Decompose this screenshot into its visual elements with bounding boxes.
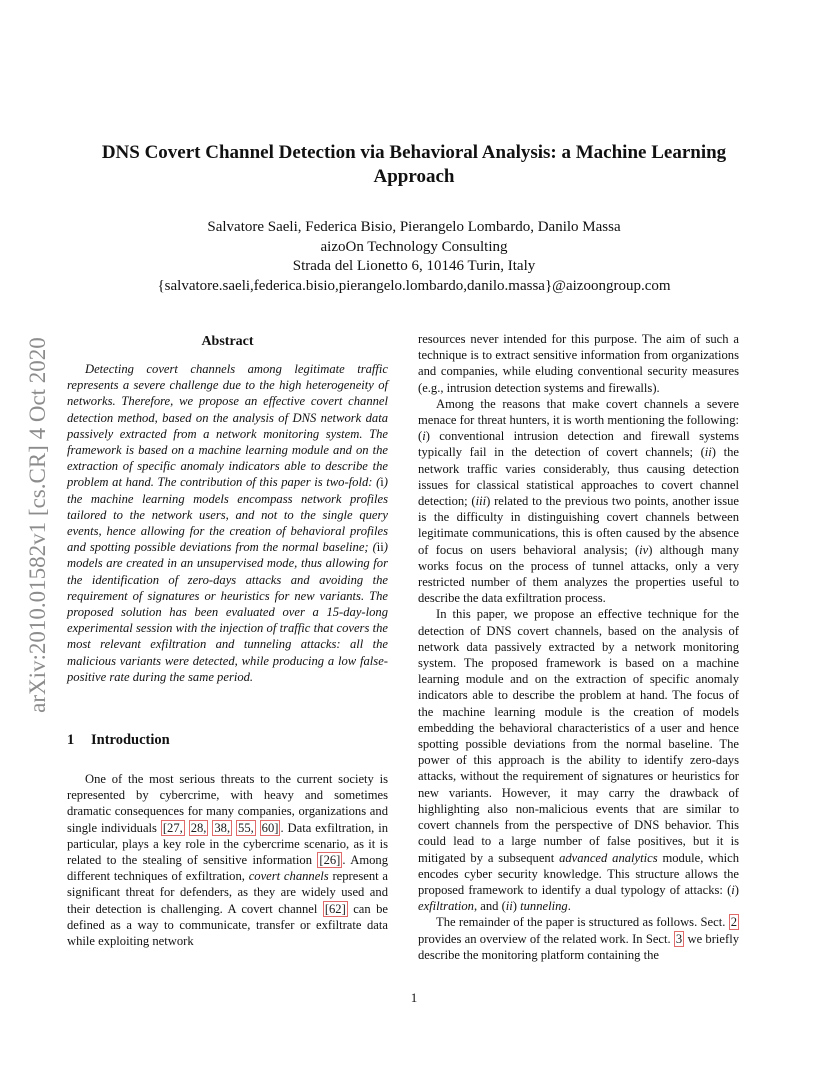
right-column (418, 331, 739, 963)
paper-title-line2: Approach (373, 166, 455, 187)
section-link[interactable]: 3 (675, 931, 683, 946)
arxiv-identifier-stamp (18, 295, 58, 755)
body-paragraph: In this paper, we propose an effective technique for the detection of DNS covert channels, based on the analysis of network data passively extracted by a network monitoring system. The proposed framework is based on a machine learning module and on the extraction of specific anomaly indicators able to describe the problem at hand. The focus of the machine learning module is the creation of models embedding the behavioral characteristics of a user and hence spotting possible deviations from the normal baseline. The power of this approach is the ability to identify zero-days attacks, without the requirement of signatures or heuristics for new variants. However, it may carry the drawback of highlighting also non-malicious events that are similar to covert channels from the perspective of DNS behavior. This could lead to a large number of false positives, but it is mitigated by a subsequent advanced analytics module, which encodes cyber security knowledge. This structure allows the proposed framework to identify a dual typology of attacks: (i) exfiltration, and (ii) tunneling. (418, 607, 739, 914)
body-paragraph: The remainder of the paper is structured as follows. Sect. 2 provides an overview of the related work. In Sect. 3 we briefly describe the monitoring platform containing the (418, 915, 739, 962)
page-number: 1 (410, 990, 418, 1005)
author-names: Salvatore Saeli, Federica Bisio, Pierangelo Lombardo, Danilo Massa (207, 219, 621, 235)
body-paragraph: Among the reasons that make covert channels a severe menace for threat hunters, it is worth mentioning the following: (i) conventional intrusion detection and firewall systems typically fail in the detection of covert channels; (ii) the network traffic varies considerably, thus causing detection issues for classical statistical approaches to covert channel detection; (iii) related to the previous two points, another issue is the difficulty in distinguishing covert channels between legitimate communications, this is often caused by the absence of focus on users behavioral analysis; (iv) although many works focus on the process of tunnel attacks, only a very restricted number of them analyzes the properties useful to describe the data exfiltration process. (418, 396, 739, 606)
citation-link[interactable]: [26] (319, 853, 341, 868)
arxiv-identifier-text: arXiv:2010.01582v1 [cs.CR] 4 Oct 2020 (25, 337, 50, 713)
citation-link[interactable]: 55, (238, 820, 254, 835)
author-affiliation: aizoOn Technology Consulting (320, 238, 508, 255)
introduction-paragraph: One of the most serious threats to the current society is represented by cybercrime, with heavy and sometimes dramatic consequences for many companies, organizations and single individuals [27, 28, 38, 55, 60] . Data exfiltration, in particular, plays a key role in the cybercrime scenario, as it is related to the stealing of sensitive information [26] . Among different techniques of exfiltration, covert channels represent a significant threat for defenders, as they are widely used and their detection is challenging. A covert channel [62] can be defined as a way to communicate, transfer or exfiltrate data while exploiting network (67, 772, 389, 949)
section-link[interactable]: 2 (730, 915, 737, 930)
citation-link[interactable]: [27, (162, 820, 183, 835)
left-column (67, 333, 388, 949)
paper-title-line1: DNS Covert Channel Detection via Behavioral Analysis: a Machine Learning (101, 142, 727, 163)
citation-link[interactable]: [62] (324, 901, 346, 916)
body-paragraph: resources never intended for this purpose. The aim of such a technique is to extract sensitive information from organizations and companies, while eluding conventional security measures (e.g., intrusion detection systems and firewalls). (418, 332, 739, 395)
author-block (60, 218, 768, 296)
citation-link[interactable]: 38, (214, 820, 231, 835)
abstract-text: Detecting covert channels among legitimate traffic represents a severe challenge due to the high heterogeneity of networks. Therefore, we propose an effective covert channel detection method, based on the analysis of DNS network data passively extracted from a network monitoring system. The framework is based on a machine learning module and on the extraction of specific anomaly indicators able to describe the problem at hand. The contribution of this paper is two-fold: (i) the machine learning models encompass network profiles tailored to the network users, and not to the single query events, hence allowing for the creation of behavioral profiles and spotting possible deviations from the normal baseline; (ii) models are created in an unsupervised mode, thus allowing for the identification of zero-days attacks and avoiding the requirement of signatures or heuristics for new variants. The proposed solution has been evaluated over a 15-day-long experimental session with the injection of traffic that covers the most relevant exfiltration and tunneling attacks: all the malicious variants were detected, while producing a low false-positive rate during the same period. (67, 362, 388, 684)
citation-link[interactable]: 28, (190, 820, 207, 835)
abstract-heading: Abstract (201, 334, 254, 349)
section-heading-introduction: 1 Introduction (67, 732, 170, 749)
paper-title (70, 141, 758, 189)
citation-link[interactable]: 60] (261, 820, 279, 835)
author-address: Strada del Lionetto 6, 10146 Turin, Italy (292, 258, 536, 274)
author-emails: {salvatore.saeli,federica.bisio,pierangelo.lombardo,danilo.massa}@aizoongroup.com (157, 277, 671, 294)
